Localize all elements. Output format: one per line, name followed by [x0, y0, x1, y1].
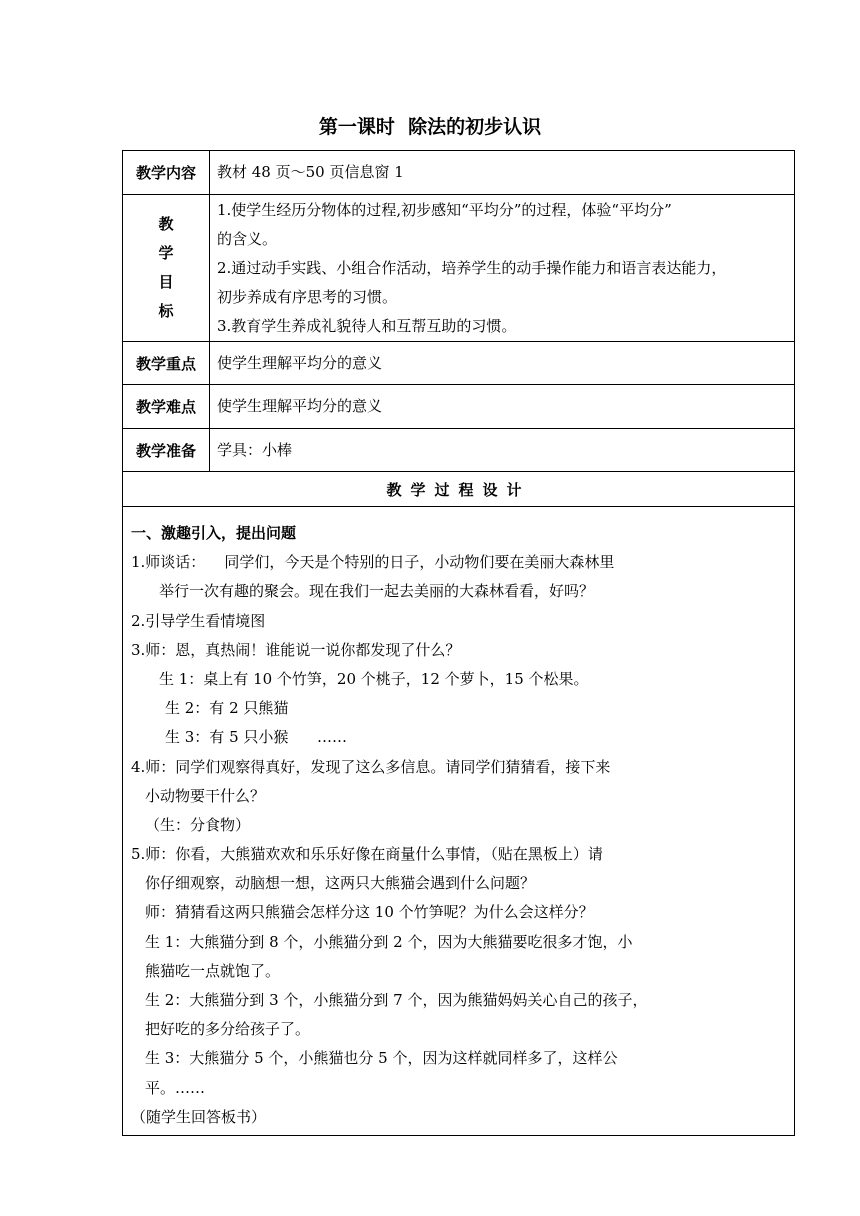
difficulty-value: 使学生理解平均分的意义 — [210, 385, 795, 429]
goal-line: 3.教育学生养成礼貌待人和互帮互助的习惯。 — [217, 316, 517, 335]
focus-label: 教学重点 — [123, 342, 210, 385]
content-label: 教学内容 — [123, 151, 210, 195]
preparation-value: 学具：小棒 — [210, 429, 795, 472]
process-line: 生 2：大熊猫分到 3 个，小熊猫分到 7 个，因为熊猫妈妈关心自己的孩子， — [145, 991, 648, 1009]
process-line: 把好吃的多分给孩子了。 — [145, 1020, 311, 1039]
page-title: 第一课时 除法的初步认识 — [318, 116, 542, 138]
row-process — [123, 507, 795, 1136]
goals-value — [210, 195, 795, 342]
preparation-label: 教学准备 — [123, 429, 210, 472]
process-line: 生 1：大熊猫分到 8 个，小熊猫分到 2 个，因为大熊猫要吃很多才饱，小 — [145, 932, 633, 951]
process-line: 生 3：有 5 只小猴 …… — [165, 728, 348, 747]
process-line: 师：猜猜看这两只熊猫会怎样分这 10 个竹笋呢？为什么会这样分？ — [145, 903, 594, 922]
process-line: 生 3：大熊猫分 5 个，小熊猫也分 5 个，因为这样就同样多了，这样公 — [145, 1049, 618, 1068]
goals-label-char: 标 — [158, 302, 174, 320]
row-content — [123, 151, 795, 195]
process-line: 举行一次有趣的聚会。现在我们一起去美丽的大森林看看，好吗？ — [159, 582, 595, 601]
process-header: 教学过程设计 — [123, 472, 795, 507]
goal-line: 初步养成有序思考的习惯。 — [217, 287, 398, 306]
process-body — [123, 507, 795, 1136]
process-line: （生：分食物） — [145, 815, 251, 834]
process-line: 你仔细观察，动脑想一想，这两只大熊猫会遇到什么问题？ — [145, 874, 536, 893]
goal-line: 2.通过动手实践、小组合作活动，培养学生的动手操作能力和语言表达能力， — [217, 258, 727, 277]
process-line: 4.师：同学们观察得真好，发现了这么多信息。请同学们猜猜看，接下来 — [131, 757, 611, 776]
goal-line: 1.使学生经历分物体的过程,初步感知“平均分”的过程，体验“平均分” — [217, 200, 672, 219]
row-process-header — [123, 472, 795, 507]
process-line: 1.师谈话： 同学们，今天是个特别的日子，小动物们要在美丽大森林里 — [131, 553, 615, 572]
focus-value: 使学生理解平均分的意义 — [210, 342, 795, 385]
goals-label-char: 目 — [158, 273, 174, 291]
difficulty-label: 教学难点 — [123, 385, 210, 429]
row-difficulty — [123, 385, 795, 429]
lesson-plan-table — [122, 150, 795, 1136]
process-line: （随学生回答板书） — [131, 1107, 267, 1126]
process-line: 平。…… — [145, 1078, 206, 1097]
row-preparation — [123, 429, 795, 472]
process-line: 生 1：桌上有 10 个竹笋，20 个桃子，12 个萝卜，15 个松果。 — [159, 669, 589, 688]
process-line: 生 2：有 2 只熊猫 — [165, 699, 289, 718]
process-line: 熊猫吃一点就饱了。 — [145, 961, 281, 980]
process-line: 小动物要干什么？ — [145, 786, 266, 805]
process-heading: 一、激趣引入，提出问题 — [131, 524, 297, 542]
goals-label-char: 教 — [158, 215, 174, 233]
goals-label — [123, 195, 210, 342]
process-line: 3.师：恩，真热闹！谁能说一说你都发现了什么？ — [131, 640, 461, 659]
goal-line: 的含义。 — [217, 229, 278, 248]
row-goals — [123, 195, 795, 342]
process-line: 2.引导学生看情境图 — [131, 611, 266, 630]
process-line: 5.师：你看，大熊猫欢欢和乐乐好像在商量什么事情，（贴在黑板上）请 — [131, 845, 603, 864]
goals-label-char: 学 — [158, 244, 174, 262]
row-focus — [123, 342, 795, 385]
content-value: 教材 48 页～50 页信息窗 1 — [210, 151, 795, 195]
